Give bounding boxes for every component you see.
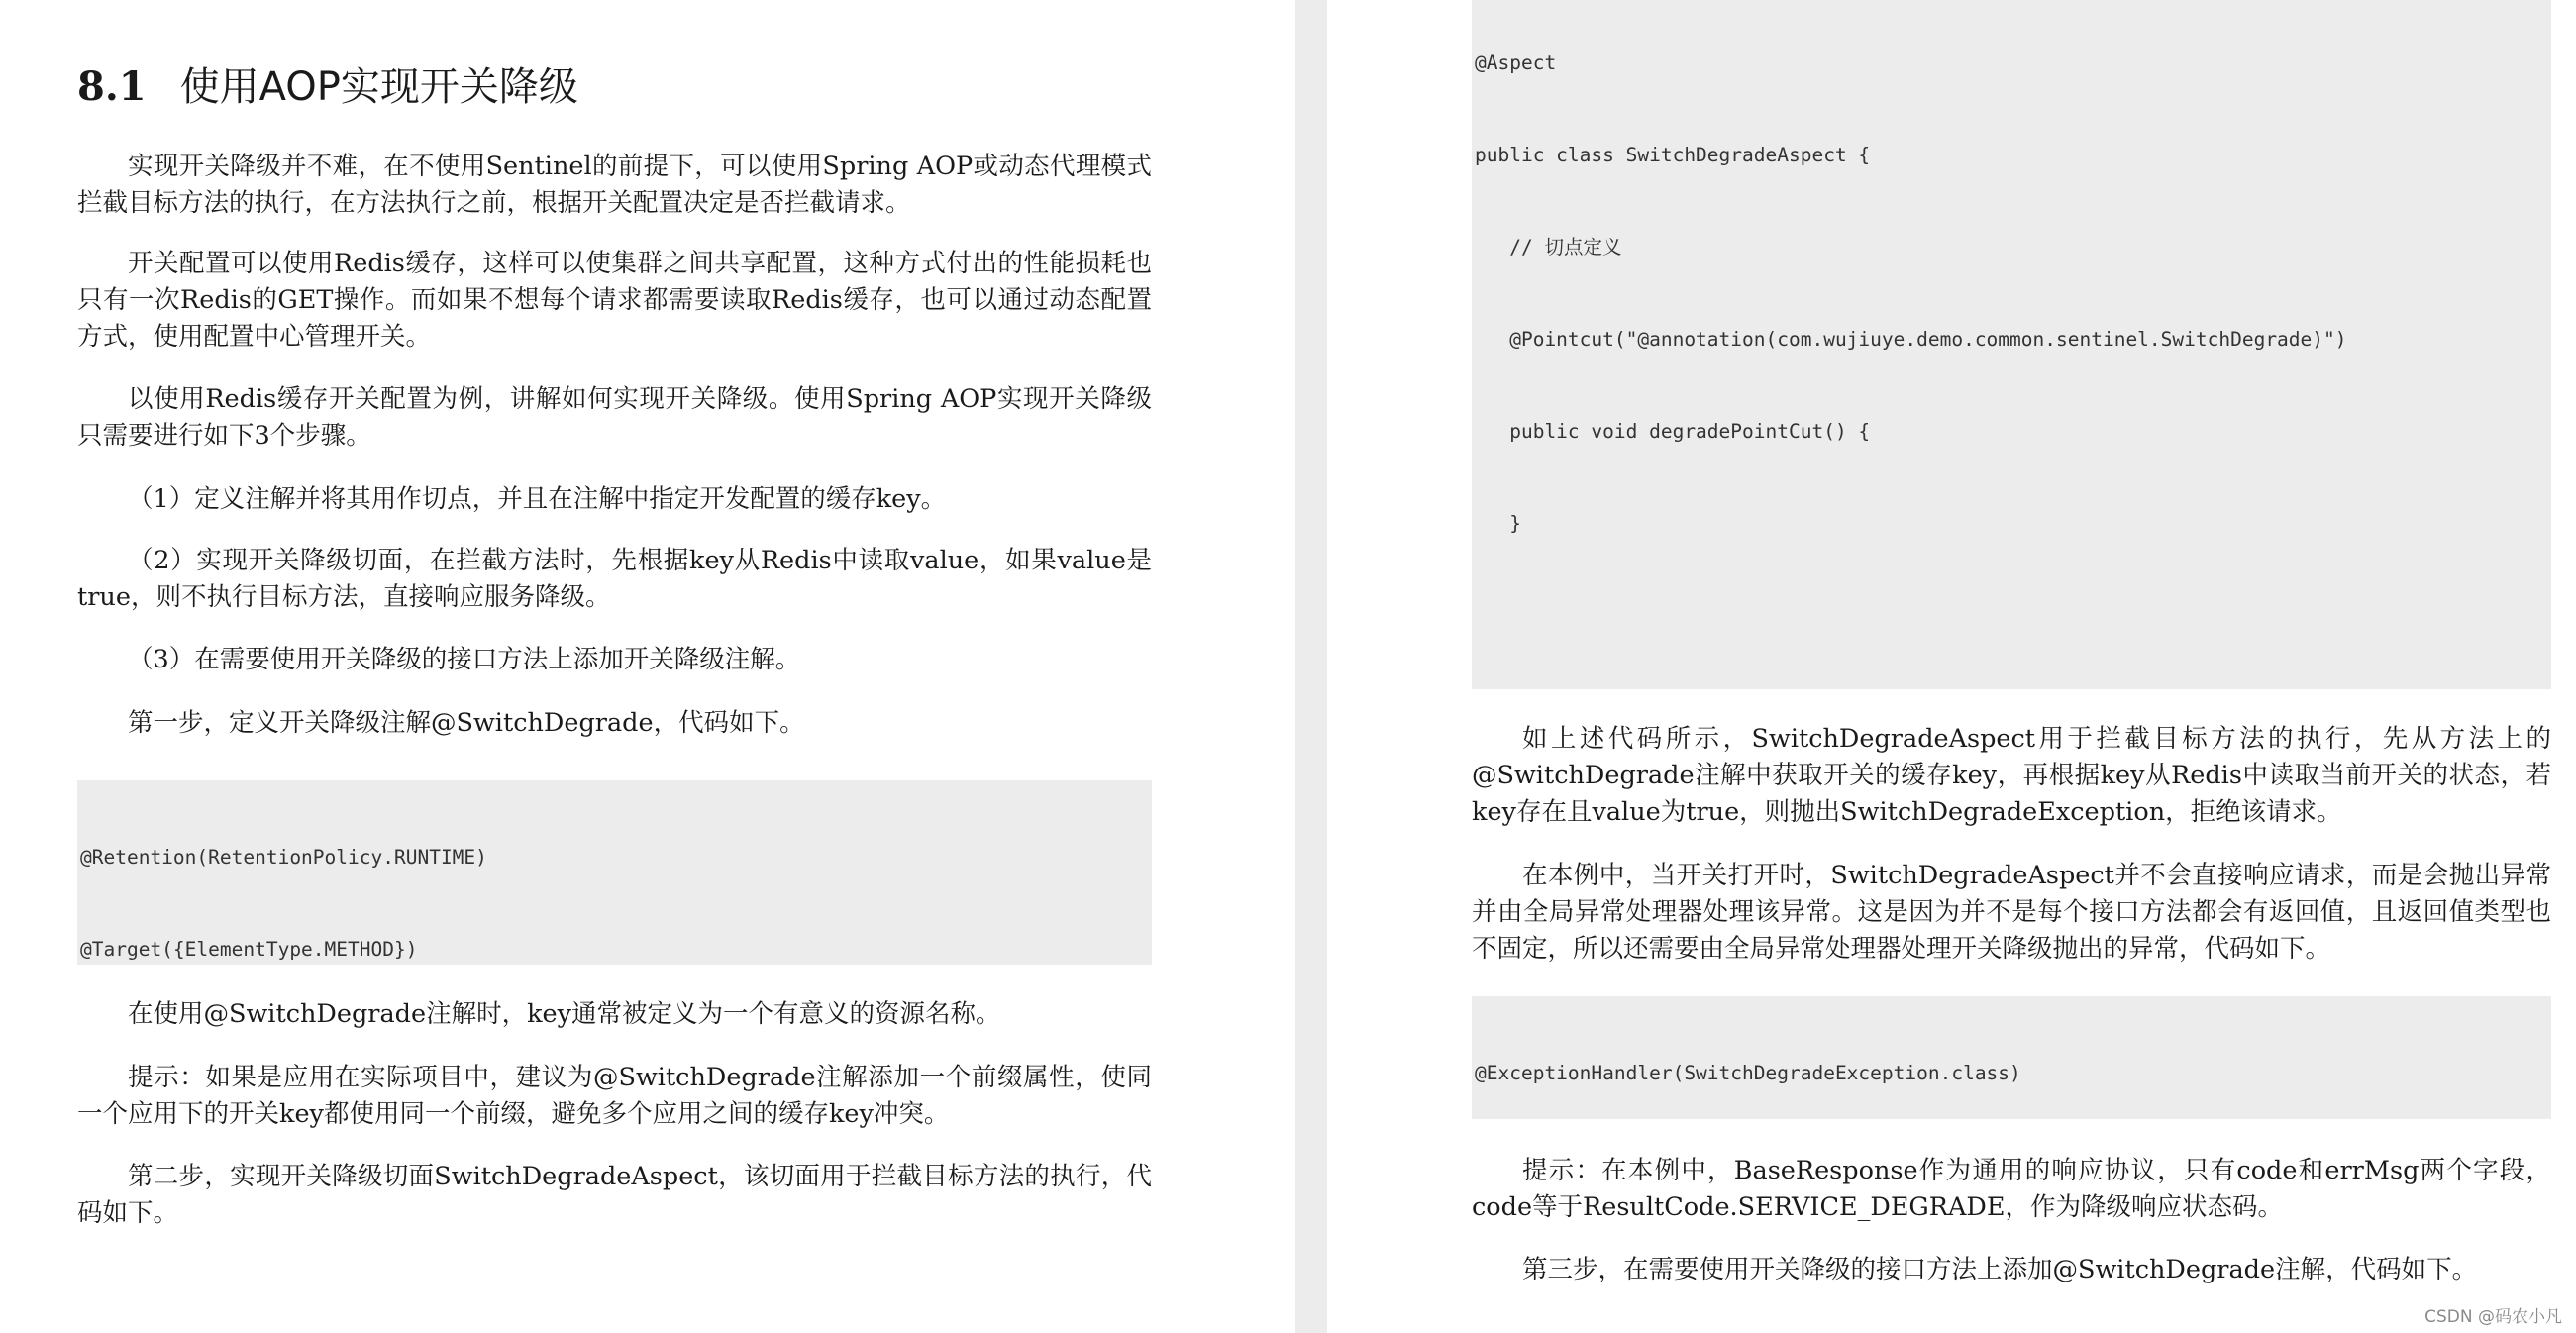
paragraph: 以使用Redis缓存开关配置为例，讲解如何实现开关降级。使用Spring AOP实现开关降级只需要进行如下3个步骤。 (77, 384, 1152, 451)
paragraph: 第三步，在需要使用开关降级的接口方法上添加@SwitchDegrade注解，代码如下。 (1522, 1255, 2478, 1284)
section-title: 使用AOP实现开关降级 (179, 64, 578, 110)
list-step-1: （1）定义注解并将其用作切点，并且在注解中指定开发配置的缓存key。 (128, 484, 947, 514)
code-block (77, 780, 1152, 965)
tip-paragraph: 提示：在本例中，BaseResponse作为通用的响应协议，只有code和errMsg两个字段，code等于ResultCode.SERVICE_DEGRADE，作为降级响应状态码。 (1472, 1156, 2551, 1222)
code-line: @ExceptionHandler(SwitchDegradeException.class) (1475, 1062, 2021, 1084)
paragraph: 在使用@SwitchDegrade注解时，key通常被定义为一个有意义的资源名称。 (128, 999, 1001, 1029)
tip-paragraph: 提示：如果是应用在实际项目中，建议为@SwitchDegrade注解添加一个前缀属性，使同一个应用下的开关key都使用同一个前缀，避免多个应用之间的缓存key冲突。 (77, 1063, 1152, 1129)
paragraph: 如上述代码所示，SwitchDegradeAspect用于拦截目标方法的执行，先从方法上的@SwitchDegrade注解中获取开关的缓存key，再根据key从Redis中读取当前开关的状态，若key存在且value为true，则抛出SwitchDegradeException，拒绝该请求。 (1472, 724, 2551, 827)
code-line: // 切点定义 (1475, 236, 1622, 258)
code-block (1472, 996, 2551, 1119)
list-step-2: （2）实现开关降级切面，在拦截方法时，先根据key从Redis中读取value，如果value是true，则不执行目标方法，直接响应服务降级。 (77, 546, 1152, 612)
section-heading (77, 55, 578, 112)
code-line: public class SwitchDegradeAspect { (1475, 144, 1871, 166)
code-line: } (1475, 512, 1521, 535)
watermark: CSDN @码农小凡 (2424, 1307, 2562, 1327)
code-line: @Pointcut("@annotation(com.wujiuye.demo.common.sentinel.SwitchDegrade)") (1475, 328, 2347, 351)
paragraph: 第二步，实现开关降级切面SwitchDegradeAspect，该切面用于拦截目标方法的执行，代码如下。 (77, 1162, 1153, 1228)
paragraph: 第一步，定义开关降级注解@SwitchDegrade，代码如下。 (128, 708, 805, 738)
code-line (1475, 600, 2551, 631)
section-number: 8.1 (77, 63, 147, 110)
code-block (1472, 0, 2551, 689)
code-line: @Aspect (1475, 51, 1557, 74)
paragraph: 实现开关降级并不难，在不使用Sentinel的前提下，可以使用Spring AOP或动态代理模式拦截目标方法的执行，在方法执行之前，根据开关配置决定是否拦截请求。 (77, 152, 1152, 218)
code-line: @Target({ElementType.METHOD}) (80, 938, 418, 961)
code-line: public void degradePointCut() { (1475, 420, 1871, 443)
paragraph: 在本例中，当开关打开时，SwitchDegradeAspect并不会直接响应请求，而是会抛出异常并由全局异常处理器处理该异常。这是因为并不是每个接口方法都会有返回值，且返回值类型也不固定，所以还需要由全局异常处理器处理开关降级抛出的异常，代码如下。 (1472, 861, 2551, 964)
list-step-3: （3）在需要使用开关降级的接口方法上添加开关降级注解。 (128, 645, 801, 674)
code-line: @Retention(RetentionPolicy.RUNTIME) (80, 846, 487, 869)
right-page (1327, 0, 2576, 1333)
paragraph: 开关配置可以使用Redis缓存，这样可以使集群之间共享配置，这种方式付出的性能损耗也只有一次Redis的GET操作。而如果不想每个请求都需要读取Redis缓存，也可以通过动态配置方式，使用配置中心管理开关。 (77, 249, 1152, 352)
